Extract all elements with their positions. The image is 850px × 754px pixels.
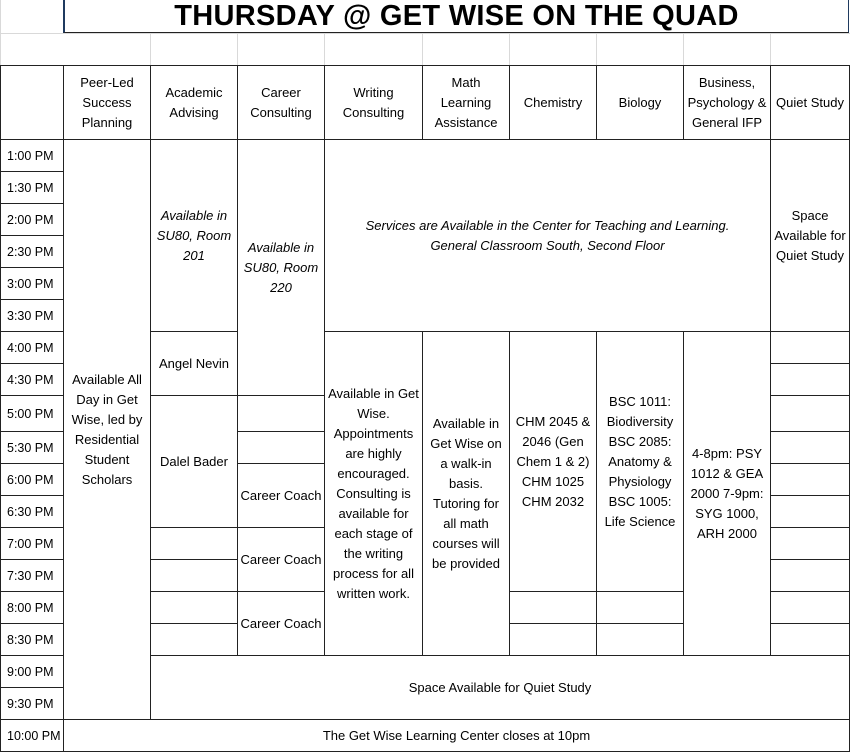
- time-label: 4:30 PM: [0, 363, 64, 396]
- time-label: 1:30 PM: [0, 171, 64, 204]
- chemistry-cell: CHM 2045 & 2046 (Gen Chem 1 & 2) CHM 1025 CHM 2032: [509, 331, 597, 592]
- col-header-career: Career Consulting: [237, 65, 325, 140]
- sheet-gridline: [683, 33, 684, 65]
- empty-cell: [770, 395, 850, 432]
- empty-cell: [509, 623, 597, 656]
- advising-dalel-cell: Dalel Bader: [150, 395, 238, 528]
- empty-cell: [509, 591, 597, 624]
- ctl-services-cell: Services are Available in the Center for Teaching and Learning. General Classroom South, Second Floor: [324, 139, 771, 332]
- time-label: 3:30 PM: [0, 299, 64, 332]
- col-header-chemistry: Chemistry: [509, 65, 597, 140]
- math-cell: Available in Get Wise on a walk-in basis. Tutoring for all math courses will be provided: [422, 331, 510, 656]
- time-label: 10:00 PM: [0, 719, 64, 752]
- sheet-gridline: [770, 33, 771, 65]
- time-label: 6:30 PM: [0, 495, 64, 528]
- sheet-gridline: [0, 0, 1, 65]
- sheet-gridline: [422, 33, 423, 65]
- biology-cell: BSC 1011: Biodiversity BSC 2085: Anatomy & Physiology BSC 1005: Life Science: [596, 331, 684, 592]
- empty-cell: [150, 559, 238, 592]
- advising-angel-cell: Angel Nevin: [150, 331, 238, 396]
- time-label: 5:30 PM: [0, 431, 64, 464]
- empty-cell: [770, 527, 850, 560]
- empty-cell: [596, 623, 684, 656]
- time-label: 2:30 PM: [0, 235, 64, 268]
- col-header-biology: Biology: [596, 65, 684, 140]
- empty-cell: [596, 591, 684, 624]
- empty-cell: [770, 591, 850, 624]
- page-title: THURSDAY @ GET WISE ON THE QUAD: [63, 0, 849, 33]
- time-label: 1:00 PM: [0, 139, 64, 172]
- sheet-gridline: [324, 33, 325, 65]
- header-blank: [0, 65, 64, 140]
- sheet-gridline: [509, 33, 510, 65]
- time-label: 2:00 PM: [0, 203, 64, 236]
- closing-cell: The Get Wise Learning Center closes at 10pm: [63, 719, 850, 752]
- empty-cell: [237, 431, 325, 464]
- time-label: 8:30 PM: [0, 623, 64, 656]
- sheet-gridline: [237, 33, 238, 65]
- empty-cell: [770, 495, 850, 528]
- peer-led-cell: Available All Day in Get Wise, led by Residential Student Scholars: [63, 139, 151, 720]
- empty-cell: [770, 463, 850, 496]
- sheet-gridline: [596, 33, 597, 65]
- time-label: 4:00 PM: [0, 331, 64, 364]
- empty-cell: [150, 591, 238, 624]
- quiet-space-cell: Space Available for Quiet Study: [770, 139, 850, 332]
- empty-cell: [150, 623, 238, 656]
- career-coach-cell: Career Coach: [237, 527, 325, 592]
- col-header-advising: Academic Advising: [150, 65, 238, 140]
- writing-cell: Available in Get Wise. Appointments are highly encouraged. Consulting is available for each stage of the writing process for all written work.: [324, 331, 423, 656]
- col-header-writing: Writing Consulting: [324, 65, 423, 140]
- empty-cell: [770, 431, 850, 464]
- career-coach-cell: Career Coach: [237, 591, 325, 656]
- time-label: 6:00 PM: [0, 463, 64, 496]
- empty-cell: [770, 623, 850, 656]
- sheet-gridline: [0, 33, 850, 34]
- col-header-quiet: Quiet Study: [770, 65, 850, 140]
- career-su80-cell: Available in SU80, Room 220: [237, 139, 325, 396]
- time-label: 9:30 PM: [0, 687, 64, 720]
- business-cell: 4-8pm: PSY 1012 & GEA 2000 7-9pm: SYG 1000, ARH 2000: [683, 331, 771, 656]
- career-coach-cell: Career Coach: [237, 463, 325, 528]
- empty-cell: [237, 395, 325, 432]
- time-label: 3:00 PM: [0, 267, 64, 300]
- quiet-evening-cell: Space Available for Quiet Study: [150, 655, 850, 720]
- time-label: 8:00 PM: [0, 591, 64, 624]
- empty-cell: [770, 559, 850, 592]
- col-header-peer-led: Peer-Led Success Planning: [63, 65, 151, 140]
- time-label: 7:00 PM: [0, 527, 64, 560]
- time-label: 7:30 PM: [0, 559, 64, 592]
- col-header-math: Math Learning Assistance: [422, 65, 510, 140]
- sheet-gridline: [150, 33, 151, 65]
- time-label: 5:00 PM: [0, 395, 64, 432]
- empty-cell: [770, 363, 850, 396]
- empty-cell: [150, 527, 238, 560]
- col-header-business: Business, Psychology & General IFP: [683, 65, 771, 140]
- empty-cell: [770, 331, 850, 364]
- advising-su80-cell: Available in SU80, Room 201: [150, 139, 238, 332]
- time-label: 9:00 PM: [0, 655, 64, 688]
